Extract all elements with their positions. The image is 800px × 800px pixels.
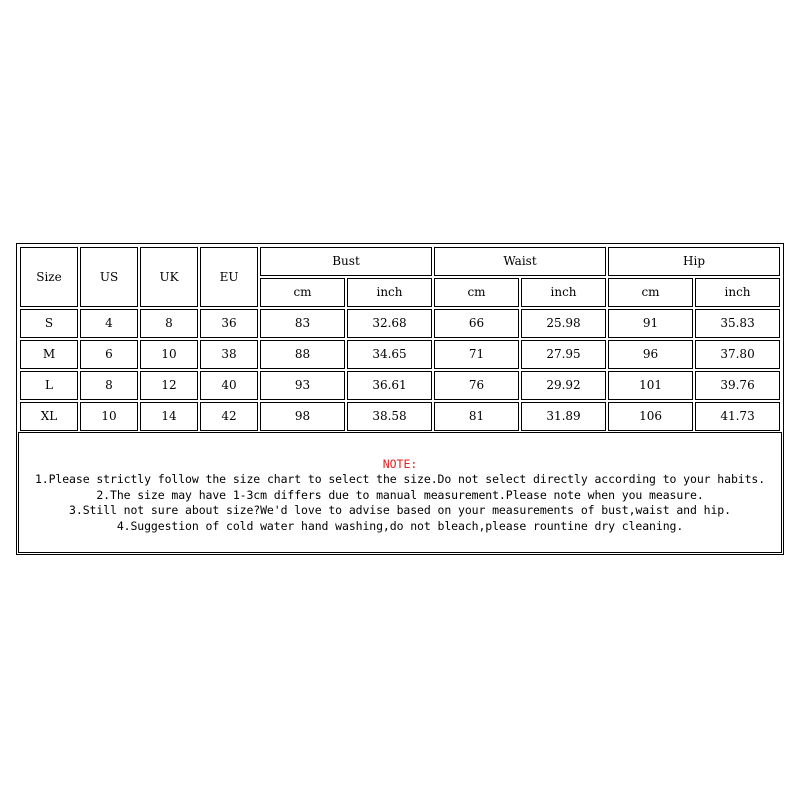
- cell-size: M: [20, 340, 78, 369]
- cell-uk: 8: [140, 309, 198, 338]
- cell-waist-inch: 31.89: [521, 402, 606, 431]
- cell-hip-inch: 35.83: [695, 309, 780, 338]
- cell-waist-inch: 29.92: [521, 371, 606, 400]
- cell-hip-inch: 37.80: [695, 340, 780, 369]
- header-hip: Hip: [608, 247, 780, 276]
- cell-hip-cm: 91: [608, 309, 693, 338]
- cell-eu: 36: [200, 309, 258, 338]
- note-box: [18, 432, 782, 553]
- cell-bust-cm: 88: [260, 340, 345, 369]
- cell-eu: 38: [200, 340, 258, 369]
- cell-us: 6: [80, 340, 138, 369]
- cell-bust-inch: 38.58: [347, 402, 432, 431]
- cell-eu: 40: [200, 371, 258, 400]
- cell-bust-inch: 36.61: [347, 371, 432, 400]
- cell-hip-cm: 101: [608, 371, 693, 400]
- cell-eu: 42: [200, 402, 258, 431]
- cell-bust-cm: 83: [260, 309, 345, 338]
- table-row: [20, 340, 780, 369]
- header-waist-inch: inch: [521, 278, 606, 307]
- table-row: [20, 402, 780, 431]
- note-line-2: 2.The size may have 1-3cm differs due to manual measurement.Please note when you measure.: [96, 487, 704, 502]
- note-line-1: 1.Please strictly follow the size chart to select the size.Do not select directly according to your habits.: [34, 472, 766, 486]
- header-bust: Bust: [260, 247, 432, 276]
- cell-size: L: [20, 371, 78, 400]
- header-size: Size: [20, 247, 78, 307]
- cell-us: 4: [80, 309, 138, 338]
- cell-uk: 10: [140, 340, 198, 369]
- header-hip-cm: cm: [608, 278, 693, 307]
- header-hip-inch: inch: [695, 278, 780, 307]
- note-line-3: 3.Still not sure about size?We'd love to advise based on your measurements of bust,waist and hip.: [69, 503, 731, 517]
- cell-bust-inch: 34.65: [347, 340, 432, 369]
- cell-size: S: [20, 309, 78, 338]
- header-bust-inch: inch: [347, 278, 432, 307]
- cell-waist-cm: 81: [434, 402, 519, 431]
- cell-uk: 12: [140, 371, 198, 400]
- note-line-4: 4.Suggestion of cold water hand washing,do not bleach,please rountine dry cleaning.: [116, 518, 684, 533]
- size-chart-table: [18, 245, 782, 433]
- cell-bust-cm: 93: [260, 371, 345, 400]
- table-row: [20, 371, 780, 400]
- cell-us: 10: [80, 402, 138, 431]
- note-title: NOTE:: [382, 457, 418, 471]
- table-row: [20, 309, 780, 338]
- cell-bust-cm: 98: [260, 402, 345, 431]
- cell-waist-inch: 25.98: [521, 309, 606, 338]
- cell-waist-cm: 66: [434, 309, 519, 338]
- header-us: US: [80, 247, 138, 307]
- cell-waist-cm: 71: [434, 340, 519, 369]
- cell-us: 8: [80, 371, 138, 400]
- cell-waist-cm: 76: [434, 371, 519, 400]
- cell-bust-inch: 32.68: [347, 309, 432, 338]
- cell-hip-cm: 96: [608, 340, 693, 369]
- cell-hip-inch: 39.76: [695, 371, 780, 400]
- cell-hip-inch: 41.73: [695, 402, 780, 431]
- header-waist: Waist: [434, 247, 606, 276]
- header-uk: UK: [140, 247, 198, 307]
- header-row-group: [20, 247, 780, 276]
- cell-waist-inch: 27.95: [521, 340, 606, 369]
- header-eu: EU: [200, 247, 258, 307]
- cell-hip-cm: 106: [608, 402, 693, 431]
- cell-uk: 14: [140, 402, 198, 431]
- header-bust-cm: cm: [260, 278, 345, 307]
- cell-size: XL: [20, 402, 78, 431]
- header-waist-cm: cm: [434, 278, 519, 307]
